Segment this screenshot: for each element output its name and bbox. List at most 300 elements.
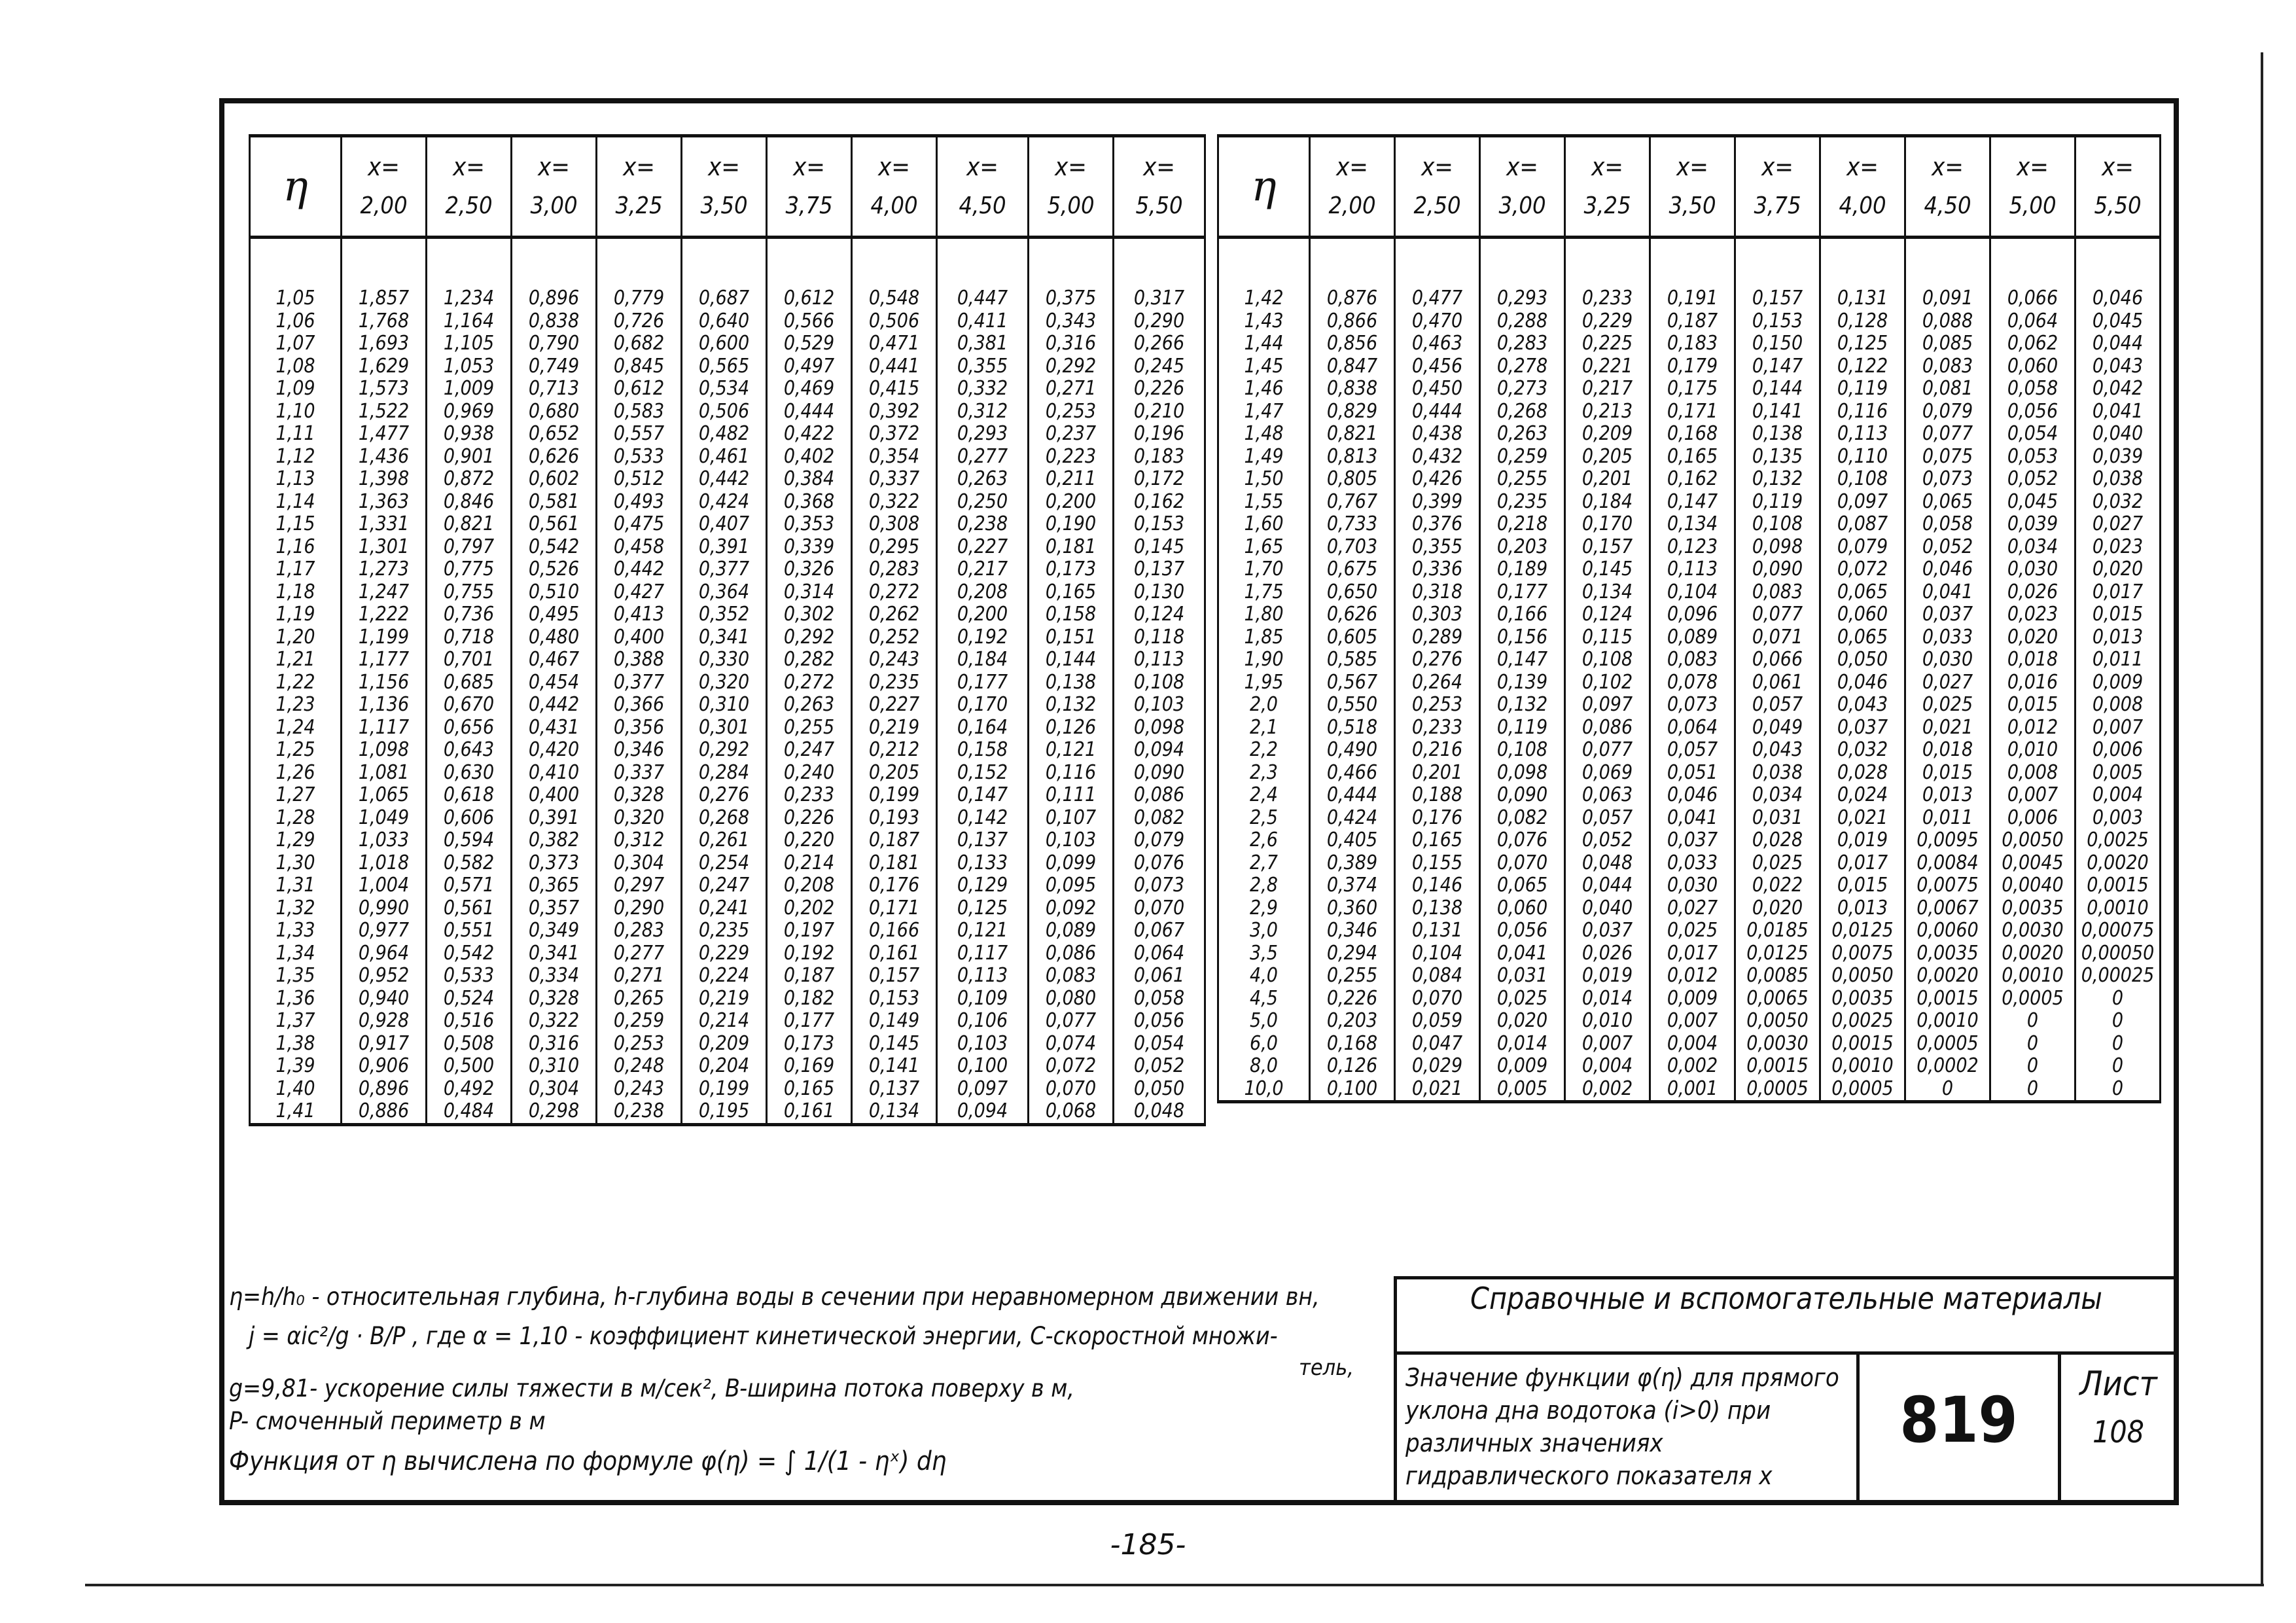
value-cell: 0,906 (342, 1055, 427, 1078)
value-cell: 0,548 (852, 287, 937, 310)
value-cell: 0,357 (512, 897, 597, 920)
value-cell: 0,046 (1905, 558, 1990, 581)
value-cell: 0,354 (852, 446, 937, 469)
value-cell: 0,316 (1029, 332, 1114, 355)
value-cell: 0,444 (1395, 401, 1480, 423)
value-cell: 0,407 (682, 513, 767, 536)
value-cell: 0,125 (1820, 332, 1905, 355)
x-value: 3,75 (1754, 192, 1801, 219)
eta-cell: 1,47 (1218, 401, 1310, 423)
table-row (250, 694, 1205, 717)
table-row (250, 852, 1205, 875)
value-cell: 0,928 (342, 1010, 427, 1033)
eta-cell: 2,5 (1218, 807, 1310, 830)
value-cell: 0,065 (1820, 626, 1905, 649)
value-cell: 0,165 (1029, 581, 1114, 604)
value-cell: 0,264 (1395, 671, 1480, 694)
value-cell: 0,056 (1114, 1010, 1205, 1033)
table-body (250, 238, 1205, 1125)
spacer-cell (1310, 238, 1395, 288)
value-cell: 0,203 (1480, 536, 1565, 559)
eta-cell: 1,19 (250, 603, 342, 626)
eta-cell: 1,12 (250, 446, 342, 469)
value-cell: 0,005 (1480, 1078, 1565, 1102)
value-cell: 0,226 (1310, 988, 1395, 1010)
table-row (250, 287, 1205, 310)
value-cell: 0,255 (767, 717, 852, 740)
table-row (1218, 558, 2161, 581)
value-cell: 0,075 (1905, 446, 1990, 469)
x-value: 4,50 (1924, 192, 1971, 219)
spacer-cell (852, 238, 937, 288)
value-cell: 0,087 (1820, 513, 1905, 536)
value-cell: 0,017 (1820, 852, 1905, 875)
value-cell: 0,250 (937, 491, 1029, 514)
value-cell: 0,060 (1820, 603, 1905, 626)
value-cell: 0,147 (1650, 491, 1735, 514)
value-cell: 0,015 (2075, 603, 2161, 626)
value-cell: 0,304 (597, 852, 682, 875)
eta-cell: 1,27 (250, 784, 342, 807)
value-cell: 0,177 (767, 1010, 852, 1033)
value-cell: 0,533 (597, 446, 682, 469)
value-cell: 0,130 (1114, 581, 1205, 604)
value-cell: 0,165 (1650, 446, 1735, 469)
value-cell: 0,00050 (2075, 942, 2161, 965)
eta-cell: 3,5 (1218, 942, 1310, 965)
value-cell: 0,790 (512, 332, 597, 355)
value-cell: 0,219 (852, 717, 937, 740)
value-cell: 0,171 (1650, 401, 1735, 423)
value-cell: 0,077 (1029, 1010, 1114, 1033)
eta-cell: 1,10 (250, 401, 342, 423)
x-value: 3,00 (530, 192, 578, 219)
value-cell: 0,0005 (1990, 988, 2075, 1010)
value-cell: 0,392 (852, 401, 937, 423)
value-cell: 0,640 (682, 310, 767, 333)
value-cell: 0,076 (1114, 852, 1205, 875)
value-cell: 0,113 (1114, 649, 1205, 671)
value-cell: 0,004 (2075, 784, 2161, 807)
value-cell: 0,259 (597, 1010, 682, 1033)
value-cell: 0,253 (1029, 401, 1114, 423)
value-cell: 0 (2075, 1010, 2161, 1033)
x-value: 5,50 (1135, 192, 1183, 219)
value-cell: 0,050 (1114, 1078, 1205, 1101)
value-cell: 0,200 (1029, 491, 1114, 514)
x-value: 4,50 (959, 192, 1006, 219)
x-label: x= (2017, 152, 2049, 181)
value-cell: 0,797 (427, 536, 512, 559)
value-cell: 0,147 (1735, 355, 1820, 378)
value-cell: 0,0060 (1905, 919, 1990, 942)
x-label: x= (1055, 152, 1087, 181)
eta-cell: 6,0 (1218, 1033, 1310, 1056)
value-cell: 0,856 (1310, 332, 1395, 355)
eta-cell: 1,85 (1218, 626, 1310, 649)
value-cell: 0,821 (427, 513, 512, 536)
spacer-cell (1990, 238, 2075, 288)
value-cell: 0,017 (1650, 942, 1735, 965)
value-cell: 0,388 (597, 649, 682, 671)
value-cell: 0,221 (1565, 355, 1650, 378)
eta-cell: 2,4 (1218, 784, 1310, 807)
table-row (1218, 401, 2161, 423)
value-cell: 0,431 (512, 717, 597, 740)
value-cell: 0,092 (1029, 897, 1114, 920)
value-cell: 0,099 (1029, 852, 1114, 875)
value-cell: 1,049 (342, 807, 427, 830)
value-cell: 0,019 (1565, 965, 1650, 988)
table-row (1218, 378, 2161, 401)
value-cell: 0,094 (937, 1100, 1029, 1124)
value-cell: 0,065 (1820, 581, 1905, 604)
value-cell: 1,136 (342, 694, 427, 717)
table-row (1218, 784, 2161, 807)
eta-cell: 2,9 (1218, 897, 1310, 920)
value-cell: 0,119 (1735, 491, 1820, 514)
value-cell: 0,139 (1480, 671, 1565, 694)
eta-cell: 1,20 (250, 626, 342, 649)
table-row (1218, 874, 2161, 897)
value-cell: 0,205 (852, 762, 937, 785)
value-cell: 0,262 (852, 603, 937, 626)
value-cell: 0,037 (1820, 717, 1905, 740)
value-cell: 0,670 (427, 694, 512, 717)
table-row (250, 671, 1205, 694)
value-cell: 0,013 (1820, 897, 1905, 920)
value-cell: 0,183 (1114, 446, 1205, 469)
value-cell: 0,071 (1735, 626, 1820, 649)
value-cell: 0,334 (512, 965, 597, 988)
value-cell: 0,061 (1735, 671, 1820, 694)
table-row (250, 423, 1205, 446)
value-cell: 0,057 (1735, 694, 1820, 717)
table-row (250, 1010, 1205, 1033)
value-cell: 0,116 (1029, 762, 1114, 785)
function-table-left (249, 134, 1206, 1126)
value-cell: 0,495 (512, 603, 597, 626)
value-cell: 0,0005 (1905, 1033, 1990, 1056)
value-cell: 0,284 (682, 762, 767, 785)
table-row (1218, 1055, 2161, 1078)
value-cell: 0,237 (1029, 423, 1114, 446)
value-cell: 0,00075 (2075, 919, 2161, 942)
value-cell: 0,876 (1310, 287, 1395, 310)
eta-column-header: η (250, 136, 342, 238)
eta-cell: 1,41 (250, 1100, 342, 1124)
value-cell: 0,027 (2075, 513, 2161, 536)
value-cell: 0,482 (682, 423, 767, 446)
value-cell: 1,065 (342, 784, 427, 807)
table-row (250, 355, 1205, 378)
value-cell: 0,506 (682, 401, 767, 423)
eta-cell: 1,95 (1218, 671, 1310, 694)
value-cell: 0,079 (1114, 829, 1205, 852)
value-cell: 0,052 (1114, 1055, 1205, 1078)
value-cell: 0,050 (1820, 649, 1905, 671)
value-cell: 0,749 (512, 355, 597, 378)
value-cell: 0,169 (767, 1055, 852, 1078)
value-cell: 0,846 (427, 491, 512, 514)
eta-cell: 1,39 (250, 1055, 342, 1078)
value-cell: 0,015 (1820, 874, 1905, 897)
title-block (1394, 1276, 2179, 1505)
value-cell: 0,432 (1395, 446, 1480, 469)
value-cell: 0,328 (597, 784, 682, 807)
value-cell: 0,217 (1565, 378, 1650, 401)
x-label: x= (1421, 152, 1453, 181)
value-cell: 0,090 (1114, 762, 1205, 785)
eta-cell: 2,3 (1218, 762, 1310, 785)
value-cell: 0,104 (1395, 942, 1480, 965)
value-cell: 0,0010 (1905, 1010, 1990, 1033)
page-right-line (2261, 52, 2263, 1586)
value-cell: 0,168 (1650, 423, 1735, 446)
value-cell: 0,675 (1310, 558, 1395, 581)
value-cell: 0,238 (597, 1100, 682, 1124)
table-row (250, 378, 1205, 401)
spacer-cell (1650, 238, 1735, 288)
value-cell: 0,046 (1820, 671, 1905, 694)
value-cell: 0,964 (342, 942, 427, 965)
x-label: x= (368, 152, 400, 181)
value-cell: 0,567 (1310, 671, 1395, 694)
value-cell: 0,512 (597, 468, 682, 491)
value-cell: 0,090 (1735, 558, 1820, 581)
value-cell: 0,0065 (1735, 988, 1820, 1010)
eta-cell: 1,16 (250, 536, 342, 559)
eta-cell: 1,26 (250, 762, 342, 785)
table-row (250, 332, 1205, 355)
table-row (250, 513, 1205, 536)
value-cell: 0,470 (1395, 310, 1480, 333)
value-cell: 0,192 (767, 942, 852, 965)
value-cell: 0,477 (1395, 287, 1480, 310)
x-label: x= (1506, 152, 1538, 181)
value-cell: 0,680 (512, 401, 597, 423)
value-cell: 0,317 (1114, 287, 1205, 310)
value-cell: 0,467 (512, 649, 597, 671)
x-column-header (682, 136, 767, 238)
value-cell: 0,337 (852, 468, 937, 491)
table-row (250, 446, 1205, 469)
value-cell: 0,052 (1565, 829, 1650, 852)
value-cell: 0,0025 (1820, 1010, 1905, 1033)
value-cell: 0,277 (597, 942, 682, 965)
value-cell: 0,182 (767, 988, 852, 1010)
value-cell: 0,110 (1820, 446, 1905, 469)
value-cell: 0,081 (1905, 378, 1990, 401)
value-cell: 0,134 (1650, 513, 1735, 536)
value-cell: 0,225 (1565, 332, 1650, 355)
value-cell: 0,0050 (1735, 1010, 1820, 1033)
drawing-number: 819 (1899, 1383, 2018, 1457)
value-cell: 0,157 (1565, 536, 1650, 559)
spacer-cell (1480, 238, 1565, 288)
value-cell: 0,235 (1480, 491, 1565, 514)
table-row (250, 762, 1205, 785)
value-cell: 0,025 (1650, 919, 1735, 942)
value-cell: 0,377 (682, 558, 767, 581)
value-cell: 0 (1990, 1010, 2075, 1033)
value-cell: 0,057 (1650, 739, 1735, 762)
value-cell: 0,021 (1820, 807, 1905, 830)
value-cell: 0,626 (1310, 603, 1395, 626)
footnote-line-4: P- смоченный периметр в м (229, 1407, 546, 1435)
x-column-header (1029, 136, 1114, 238)
table-row (250, 807, 1205, 830)
value-cell: 0,129 (937, 874, 1029, 897)
x-label: x= (1932, 152, 1964, 181)
value-cell: 0,053 (1990, 446, 2075, 469)
x-value: 3,25 (615, 192, 663, 219)
value-cell: 0,0035 (1905, 942, 1990, 965)
value-cell: 0,122 (1820, 355, 1905, 378)
value-cell: 0,109 (937, 988, 1029, 1010)
value-cell: 0,365 (512, 874, 597, 897)
value-cell: 0,456 (1395, 355, 1480, 378)
value-cell: 0,034 (1990, 536, 2075, 559)
value-cell: 0,255 (1480, 468, 1565, 491)
x-column-header (2075, 136, 2161, 238)
value-cell: 0,356 (597, 717, 682, 740)
value-cell: 0,682 (597, 332, 682, 355)
value-cell: 0,059 (1395, 1010, 1480, 1033)
x-label: x= (966, 152, 998, 181)
value-cell: 0,245 (1114, 355, 1205, 378)
value-cell: 0,201 (1565, 468, 1650, 491)
value-cell: 0,201 (1395, 762, 1480, 785)
value-cell: 0,048 (1114, 1100, 1205, 1124)
value-cell: 0,360 (1310, 897, 1395, 920)
value-cell: 0 (1990, 1078, 2075, 1102)
table-row (250, 1078, 1205, 1101)
value-cell: 0,164 (937, 717, 1029, 740)
value-cell: 0,027 (1650, 897, 1735, 920)
value-cell: 0,046 (1650, 784, 1735, 807)
value-cell: 0,018 (1905, 739, 1990, 762)
footnote-line-1: η=h/h₀ - относительная глубина, h-глубина воды в сечении при неравномерном движении вн, (229, 1283, 1320, 1311)
value-cell: 0,969 (427, 401, 512, 423)
value-cell: 0,064 (1650, 717, 1735, 740)
value-cell: 0,484 (427, 1100, 512, 1124)
value-cell: 0,037 (1905, 603, 1990, 626)
value-cell: 0,303 (1395, 603, 1480, 626)
value-cell: 0,162 (1650, 468, 1735, 491)
value-cell: 0,492 (427, 1078, 512, 1101)
footnote-line-3: g=9,81- ускорение силы тяжести в м/сек², B-ширина потока поверху в м, (229, 1374, 1074, 1402)
value-cell: 0,032 (2075, 491, 2161, 514)
value-cell: 0,326 (767, 558, 852, 581)
value-cell: 0,079 (1820, 536, 1905, 559)
eta-cell: 2,6 (1218, 829, 1310, 852)
value-cell: 0,213 (1565, 401, 1650, 423)
value-cell: 0,526 (512, 558, 597, 581)
value-cell: 0,295 (852, 536, 937, 559)
value-cell: 0,400 (512, 784, 597, 807)
eta-cell: 1,90 (1218, 649, 1310, 671)
value-cell: 0,283 (597, 919, 682, 942)
value-cell: 0,153 (1735, 310, 1820, 333)
footnote-formula: Функция от η вычислена по формуле φ(η) = ∫ 1/(1 - ηˣ) dη (229, 1446, 947, 1476)
value-cell: 0,138 (1029, 671, 1114, 694)
table-row (250, 310, 1205, 333)
value-cell: 0,083 (1029, 965, 1114, 988)
value-cell: 0,051 (1650, 762, 1735, 785)
value-cell: 0,076 (1480, 829, 1565, 852)
value-cell: 0,026 (1565, 942, 1650, 965)
value-cell: 0,041 (2075, 401, 2161, 423)
spacer-cell (1218, 238, 1310, 288)
value-cell: 0,132 (1029, 694, 1114, 717)
value-cell: 0,466 (1310, 762, 1395, 785)
value-cell: 0,102 (1565, 671, 1650, 694)
value-cell: 1,004 (342, 874, 427, 897)
value-cell: 0,012 (1650, 965, 1735, 988)
value-cell: 0,320 (682, 671, 767, 694)
value-cell: 0,210 (1114, 401, 1205, 423)
value-cell: 0,149 (852, 1010, 937, 1033)
value-cell: 0,475 (597, 513, 682, 536)
eta-cell: 1,35 (250, 965, 342, 988)
x-value: 4,00 (1839, 192, 1886, 219)
x-value: 2,00 (360, 192, 408, 219)
table-row (250, 784, 1205, 807)
value-cell: 0,056 (1990, 401, 2075, 423)
value-cell: 0,271 (1029, 378, 1114, 401)
value-cell: 0,125 (937, 897, 1029, 920)
value-cell: 0,157 (1735, 287, 1820, 310)
value-cell: 0,096 (1650, 603, 1735, 626)
value-cell: 0,346 (597, 739, 682, 762)
value-cell: 0,442 (682, 468, 767, 491)
value-cell: 0,450 (1395, 378, 1480, 401)
value-cell: 0,039 (1990, 513, 2075, 536)
table-row (250, 626, 1205, 649)
table-row (1218, 355, 2161, 378)
value-cell: 0,098 (1114, 717, 1205, 740)
value-cell: 0,005 (2075, 762, 2161, 785)
value-cell: 0,289 (1395, 626, 1480, 649)
value-cell: 0,0125 (1735, 942, 1820, 965)
value-cell: 0,158 (937, 739, 1029, 762)
sheet-number: 108 (2093, 1414, 2144, 1450)
value-cell: 0,0015 (2075, 874, 2161, 897)
value-cell: 0,276 (682, 784, 767, 807)
eta-cell: 1,15 (250, 513, 342, 536)
value-cell: 0,368 (767, 491, 852, 514)
value-cell: 0,187 (852, 829, 937, 852)
value-cell: 0,020 (1990, 626, 2075, 649)
eta-cell: 5,0 (1218, 1010, 1310, 1033)
x-value: 5,00 (2009, 192, 2057, 219)
value-cell: 0,138 (1735, 423, 1820, 446)
value-cell: 0,00025 (2075, 965, 2161, 988)
table-row (1218, 852, 2161, 875)
table-row (250, 988, 1205, 1010)
value-cell: 1,156 (342, 671, 427, 694)
value-cell: 0,117 (937, 942, 1029, 965)
value-cell: 0,065 (1905, 491, 1990, 514)
value-cell: 0,328 (512, 988, 597, 1010)
value-cell: 0,0005 (1820, 1078, 1905, 1102)
value-cell: 0,247 (767, 739, 852, 762)
value-cell: 1,247 (342, 581, 427, 604)
value-cell: 0,469 (767, 378, 852, 401)
value-cell: 0,0015 (1735, 1055, 1820, 1078)
table-row (1218, 603, 2161, 626)
